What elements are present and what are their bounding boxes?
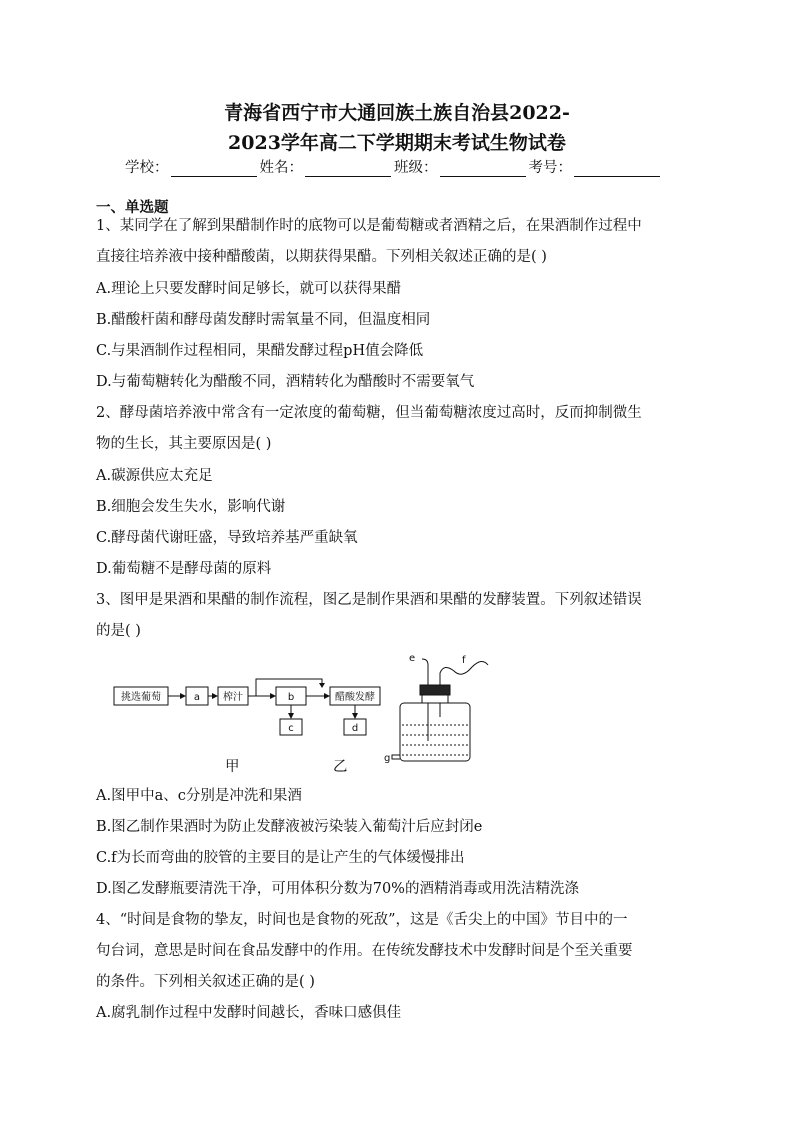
q3-option-c: C.f为长而弯曲的胶管的主要目的是让产生的气体缓慢排出	[96, 850, 465, 866]
student-info-row	[125, 156, 663, 177]
q4-stem-line3: 的条件。下列相关叙述正确的是( )	[96, 974, 315, 990]
exam-number-label: 考号：	[528, 160, 572, 176]
name-blank	[305, 160, 391, 177]
q2-stem-line1: 2、酵母菌培养液中常含有一定浓度的葡萄糖，但当葡萄糖浓度过高时，反而抑制微生	[96, 405, 642, 421]
q3-option-b: B.图乙制作果酒时为防止发酵液被污染装入葡萄汁后应封闭e	[96, 819, 483, 835]
flow-box-vinegar-label: 醋酸发酵	[335, 692, 375, 703]
q1-option-c: C.与果酒制作过程相同，果醋发酵过程pH值会降低	[96, 343, 424, 359]
q3-stem-line2: 的是( )	[96, 623, 141, 639]
q1-stem-line2: 直接往培养液中接种醋酸菌，以期获得果醋。下列相关叙述正确的是( )	[96, 249, 547, 265]
q2-option-c: C.酵母菌代谢旺盛，导致培养基严重缺氧	[96, 530, 358, 546]
caption-yi: 乙	[333, 759, 348, 775]
flow-box-a-label: a	[193, 692, 201, 703]
section-heading: 一、单选题	[96, 200, 169, 216]
q3-option-d: D.图乙发酵瓶要清洗干净，可用体积分数为70%的酒精消毒或用洗洁精洗涤	[96, 881, 579, 897]
q1-option-d: D.与葡萄糖转化为醋酸不同，酒精转化为醋酸时不需要氧气	[96, 374, 475, 390]
q2-option-b: B.细胞会发生失水，影响代谢	[96, 499, 286, 515]
name-label: 姓名：	[259, 160, 303, 176]
label-e: e	[409, 655, 416, 664]
flow-box-select-grapes-label: 挑选葡萄	[121, 692, 161, 703]
flow-box-c-label: c	[288, 723, 294, 734]
exam-number-blank	[574, 160, 660, 177]
fermentation-diagram	[110, 655, 500, 765]
q1-option-a: A.理论上只要发酵时间足够长，就可以获得果醋	[96, 281, 402, 297]
q2-option-a: A.碳源供应太充足	[96, 468, 213, 484]
school-blank	[171, 160, 257, 177]
exam-title-line1: 青海省西宁市大通回族土族自治县2022-	[224, 102, 570, 124]
q4-option-a: A.腐乳制作过程中发酵时间越长，香味口感俱佳	[96, 1005, 402, 1021]
q1-stem-line1: 1、某同学在了解到果醋制作时的底物可以是葡萄糖或者酒精之后，在果酒制作过程中	[96, 218, 642, 234]
exam-title-line2: 2023学年高二下学期期末考试生物试卷	[228, 132, 566, 154]
q2-stem-line2: 物的生长，其主要原因是( )	[96, 436, 272, 452]
q4-stem-line2: 句台词，意思是时间在食品发酵中的作用。在传统发酵技术中发酵时间是个至关重要	[96, 943, 633, 959]
q1-option-b: B.醋酸杆菌和酵母菌发酵时需氧量不同，但温度相同	[96, 312, 431, 328]
q4-stem-line1: 4、“时间是食物的挚友，时间也是食物的死敌”，这是《舌尖上的中国》节目中的一	[96, 912, 628, 928]
class-blank	[440, 160, 526, 177]
flow-box-juice-label: 榨汁	[223, 692, 243, 703]
class-label: 班级：	[394, 160, 438, 176]
school-label: 学校：	[125, 160, 169, 176]
flow-box-b-label: b	[287, 692, 295, 703]
caption-jia: 甲	[225, 759, 240, 775]
fermentation-bottle	[392, 659, 488, 761]
label-g: g	[384, 753, 391, 764]
q2-option-d: D.葡萄糖不是酵母菌的原料	[96, 561, 272, 577]
q3-option-a: A.图甲中a、c分别是冲洗和果酒	[96, 788, 302, 804]
flow-box-d-label: d	[351, 723, 359, 734]
q3-stem-line1: 3、图甲是果酒和果醋的制作流程，图乙是制作果酒和果醋的发酵装置。下列叙述错误	[96, 592, 642, 608]
label-f: f	[462, 655, 466, 666]
